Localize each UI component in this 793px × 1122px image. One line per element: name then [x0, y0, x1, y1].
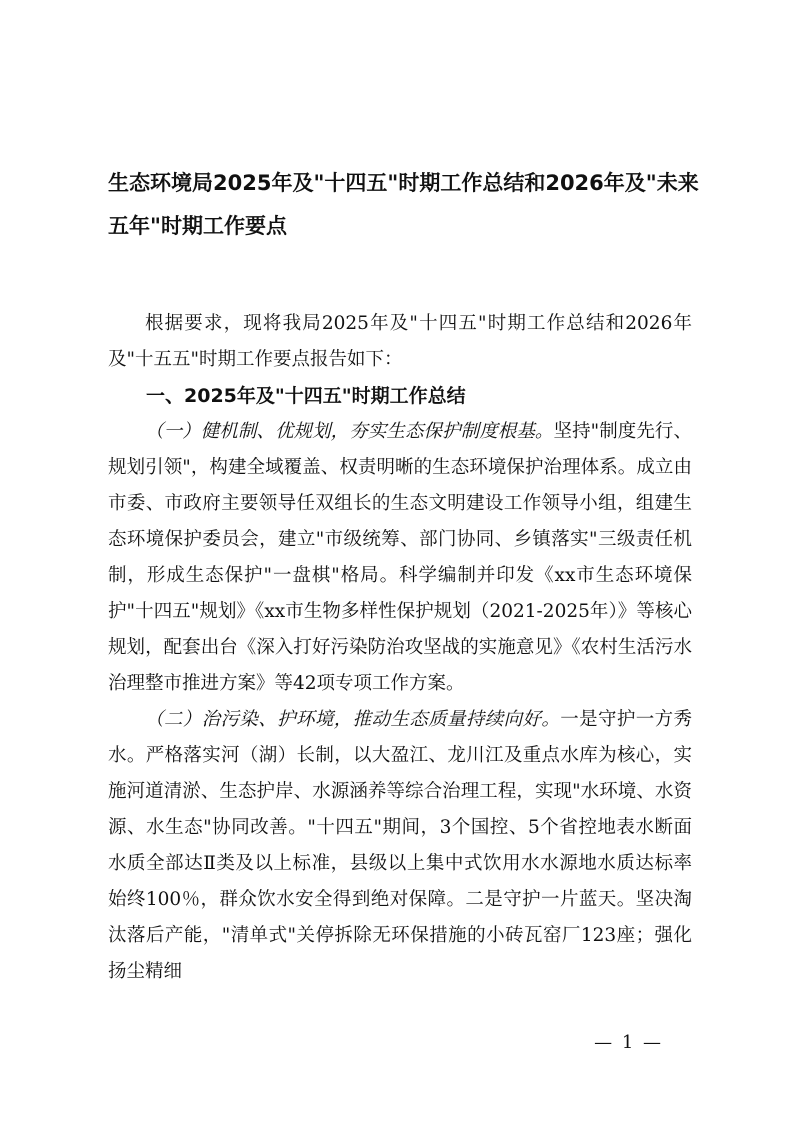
- document-body: [108, 306, 692, 990]
- paragraph-1: [108, 414, 692, 702]
- paragraph-2-lead: （二）治污染、护环境，推动生态质量持续向好。: [145, 709, 561, 730]
- paragraph-2: [108, 702, 692, 990]
- paragraph-2-body: 一是守护一方秀水。严格落实河（湖）长制，以大盈江、龙川江及重点水库为核心，实施河道清淤、生态护岸、水源涵养等综合治理工程，实现"水环境、水资源、水生态"协同改善。"十四五"期间，3个国控、5个省控地表水断面水质全部达Ⅱ类及以上标准，县级以上集中式饮用水水源地水质达标率始终100％，群众饮水安全得到绝对保障。二是守护一片蓝天。坚决淘汰落后产能，"清单式"关停拆除无环保措施的小砖瓦窑厂123座；强化扬尘精细: [108, 709, 692, 982]
- paragraph-1-lead: （一）健机制、优规划，夯实生态保护制度根基。: [145, 421, 554, 442]
- paragraph-1-body: 坚持"制度先行、规划引领"，构建全域覆盖、权责明晰的生态环境保护治理体系。成立由市委、市政府主要领导任双组长的生态文明建设工作领导小组，组建生态环境保护委员会，建立"市级统筹、部门协同、乡镇落实"三级责任机制，形成生态保护"一盘棋"格局。科学编制并印发《xx市生态环境保护"十四五"规划》《xx市生物多样性保护规划（2021-2025年）》等核心规划，配套出台《深入打好污染防治攻坚战的实施意见》《农村生活污水治理整市推进方案》等42项专项工作方案。: [108, 421, 692, 694]
- section-heading: 一、2025年及"十四五"时期工作总结: [146, 385, 466, 407]
- document-title: 生态环境局2025年及"十四五"时期工作总结和2026年及"未来五年"时期工作要点: [108, 171, 699, 238]
- intro-paragraph: 根据要求，现将我局2025年及"十四五"时期工作总结和2026年及"十五五"时期工作要点报告如下：: [108, 313, 692, 370]
- page-number: — 1 —: [594, 1032, 663, 1053]
